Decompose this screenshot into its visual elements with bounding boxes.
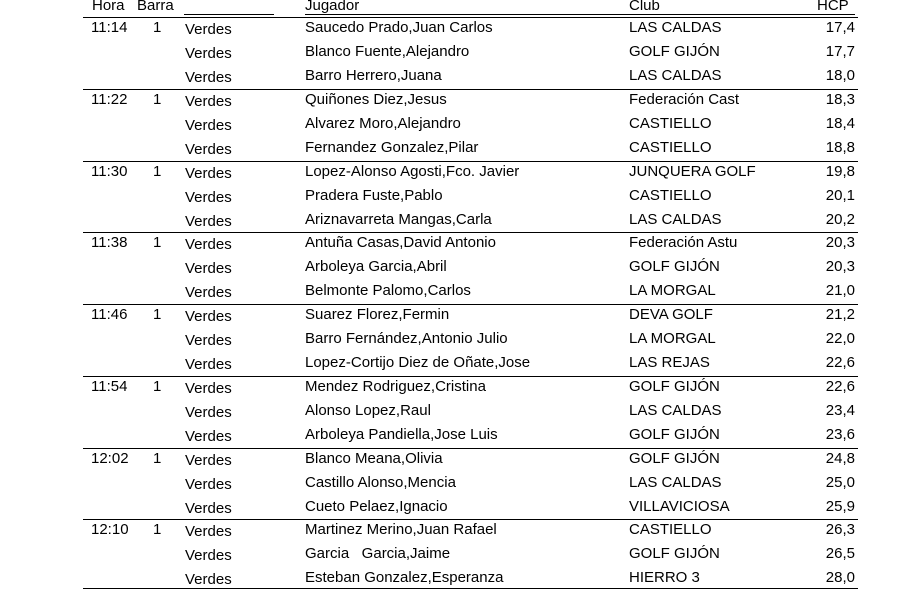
- tee-color: Verdes: [185, 451, 232, 469]
- tee-time-group: [83, 376, 858, 449]
- player-hcp: 20,3: [825, 234, 855, 252]
- tee-color: Verdes: [185, 236, 232, 254]
- tee-time: 11:46: [91, 306, 128, 323]
- tee-time: 11:54: [91, 377, 128, 395]
- player-club: LAS CALDAS: [629, 210, 722, 228]
- player-club: GOLF GIJÓN: [629, 449, 720, 467]
- table-row: [83, 186, 858, 210]
- tee-color: Verdes: [185, 571, 232, 589]
- tee-time: 12:02: [91, 449, 129, 467]
- tee-color: Verdes: [185, 188, 232, 206]
- barra-number: 1: [153, 521, 162, 539]
- barra-number: 1: [153, 377, 162, 395]
- player-name: Suarez Florez,Fermin: [305, 306, 450, 323]
- tee-color: Verdes: [185, 356, 232, 373]
- player-name: Barro Fernández,Antonio Julio: [305, 330, 508, 347]
- table-row: [83, 257, 858, 281]
- player-name: Arboleya Garcia,Abril: [305, 258, 447, 276]
- player-hcp: 18,0: [825, 67, 855, 84]
- tee-color: Verdes: [185, 21, 232, 38]
- player-hcp: 22,0: [825, 330, 855, 347]
- player-name: Quiñones Diez,Jesus: [305, 90, 447, 108]
- header-underline: [184, 14, 274, 15]
- player-hcp: 18,4: [825, 114, 855, 132]
- player-hcp: 19,8: [825, 162, 855, 180]
- player-name: Saucedo Prado,Juan Carlos: [305, 19, 493, 36]
- player-name: Antuña Casas,David Antonio: [305, 234, 496, 252]
- tee-color: Verdes: [185, 547, 232, 565]
- tee-color: Verdes: [185, 69, 232, 86]
- player-club: HIERRO 3: [629, 569, 700, 587]
- player-name: Pradera Fuste,Pablo: [305, 186, 443, 204]
- player-club: GOLF GIJÓN: [629, 43, 720, 60]
- player-hcp: 17,4: [825, 19, 855, 36]
- player-club: GOLF GIJÓN: [629, 377, 720, 395]
- player-hcp: 21,2: [825, 306, 855, 323]
- player-club: GOLF GIJÓN: [629, 425, 720, 443]
- tee-time: 12:10: [91, 521, 129, 539]
- player-hcp: 22,6: [825, 377, 855, 395]
- tee-color: Verdes: [185, 284, 232, 302]
- player-hcp: 22,6: [825, 354, 855, 371]
- player-hcp: 21,0: [825, 282, 855, 300]
- table-row: [83, 114, 858, 138]
- player-club: Federación Cast: [629, 90, 740, 108]
- table-row: [83, 497, 858, 521]
- table-row: [83, 377, 858, 401]
- tee-color: Verdes: [185, 140, 232, 158]
- table-row: [83, 305, 858, 329]
- table-row: [83, 544, 858, 568]
- player-name: Alonso Lopez,Raul: [305, 401, 431, 419]
- player-hcp: 25,0: [825, 473, 855, 491]
- barra-number: 1: [153, 449, 162, 467]
- table-row: [83, 401, 858, 425]
- table-row: [83, 18, 858, 42]
- player-club: JUNQUERA GOLF: [629, 162, 756, 180]
- player-name: Alvarez Moro,Alejandro: [305, 114, 461, 132]
- barra-number: 1: [153, 90, 162, 108]
- tee-time-group: [83, 161, 858, 234]
- tee-time-group: [83, 17, 858, 90]
- player-club: GOLF GIJÓN: [629, 258, 720, 276]
- player-name: Arboleya Pandiella,Jose Luis: [305, 425, 498, 443]
- player-club: LA MORGAL: [629, 330, 716, 347]
- player-name: Castillo Alonso,Mencia: [305, 473, 456, 491]
- player-hcp: 26,3: [825, 521, 855, 539]
- player-name: Mendez Rodriguez,Cristina: [305, 377, 486, 395]
- tee-color: Verdes: [185, 308, 232, 325]
- header-hora: Hora: [92, 0, 125, 14]
- player-hcp: 17,7: [825, 43, 855, 60]
- player-name: Blanco Meana,Olivia: [305, 449, 443, 467]
- header-club: Club: [629, 0, 660, 14]
- tee-time-group: [83, 232, 858, 305]
- player-club: LAS CALDAS: [629, 473, 722, 491]
- table-header: [0, 0, 906, 16]
- player-name: Martinez Merino,Juan Rafael: [305, 521, 497, 539]
- player-hcp: 23,4: [825, 401, 855, 419]
- player-hcp: 20,3: [825, 258, 855, 276]
- table-row: [83, 353, 858, 377]
- tee-color: Verdes: [185, 427, 232, 445]
- tee-time-group: [83, 448, 858, 521]
- player-name: Esteban Gonzalez,Esperanza: [305, 569, 504, 587]
- player-club: GOLF GIJÓN: [629, 545, 720, 563]
- barra-number: 1: [153, 234, 162, 252]
- tee-color: Verdes: [185, 212, 232, 230]
- tee-color: Verdes: [185, 403, 232, 421]
- tee-color: Verdes: [185, 260, 232, 278]
- player-club: CASTIELLO: [629, 186, 712, 204]
- player-hcp: 20,1: [825, 186, 855, 204]
- player-hcp: 24,8: [825, 449, 855, 467]
- player-club: CASTIELLO: [629, 114, 712, 132]
- barra-number: 1: [153, 306, 162, 323]
- table-row: [83, 138, 858, 162]
- player-club: LAS CALDAS: [629, 19, 722, 36]
- player-hcp: 20,2: [825, 210, 855, 228]
- player-name: Lopez-Alonso Agosti,Fco. Javier: [305, 162, 520, 180]
- tee-color: Verdes: [185, 475, 232, 493]
- tee-time: 11:14: [91, 19, 128, 36]
- player-club: CASTIELLO: [629, 521, 712, 539]
- table-row: [83, 329, 858, 353]
- player-hcp: 26,5: [825, 545, 855, 563]
- tee-time-group: [83, 89, 858, 162]
- tee-color: Verdes: [185, 499, 232, 517]
- player-name: Cueto Pelaez,Ignacio: [305, 497, 448, 515]
- table-row: [83, 42, 858, 66]
- player-hcp: 18,8: [825, 138, 855, 156]
- table-row: [83, 449, 858, 473]
- tee-color: Verdes: [185, 92, 232, 110]
- player-hcp: 25,9: [825, 497, 855, 515]
- player-club: CASTIELLO: [629, 138, 712, 156]
- tee-color: Verdes: [185, 45, 232, 62]
- player-club: DEVA GOLF: [629, 306, 713, 323]
- player-hcp: 28,0: [825, 569, 855, 587]
- barra-number: 1: [153, 162, 162, 180]
- player-hcp: 18,3: [825, 90, 855, 108]
- tee-color: Verdes: [185, 116, 232, 134]
- player-name: Barro Herrero,Juana: [305, 67, 442, 84]
- player-club: Federación Astu: [629, 234, 738, 252]
- player-name: Belmonte Palomo,Carlos: [305, 282, 471, 300]
- player-name: Garcia Garcia,Jaime: [305, 545, 451, 563]
- header-underline: [305, 14, 855, 15]
- player-name: Ariznavarreta Mangas,Carla: [305, 210, 492, 228]
- player-club: LAS REJAS: [629, 354, 710, 371]
- player-club: LAS CALDAS: [629, 67, 722, 84]
- table-row: [83, 90, 858, 114]
- tee-time: 11:30: [91, 162, 128, 180]
- table-row: [83, 233, 858, 257]
- table-bottom-rule: [83, 588, 858, 589]
- table-row: [83, 66, 858, 90]
- player-club: LAS CALDAS: [629, 401, 722, 419]
- player-club: VILLAVICIOSA: [629, 497, 730, 515]
- tee-color: Verdes: [185, 379, 232, 397]
- barra-number: 1: [153, 19, 162, 36]
- tee-color: Verdes: [185, 523, 232, 541]
- player-name: Fernandez Gonzalez,Pilar: [305, 138, 479, 156]
- table-row: [83, 210, 858, 234]
- header-barra: Barra: [137, 0, 174, 14]
- table-row: [83, 162, 858, 186]
- tee-color: Verdes: [185, 164, 232, 182]
- tee-time-group: [83, 519, 858, 592]
- table-row: [83, 473, 858, 497]
- tee-time: 11:38: [91, 234, 128, 252]
- tee-color: Verdes: [185, 332, 232, 349]
- header-hcp: HCP: [817, 0, 849, 14]
- player-club: LA MORGAL: [629, 282, 716, 300]
- table-row: [83, 425, 858, 449]
- player-name: Blanco Fuente,Alejandro: [305, 43, 470, 60]
- player-hcp: 23,6: [825, 425, 855, 443]
- tee-time: 11:22: [91, 90, 128, 108]
- player-name: Lopez-Cortijo Diez de Oñate,Jose: [305, 354, 531, 371]
- tee-time-group: [83, 304, 858, 377]
- table-row: [83, 520, 858, 544]
- table-row: [83, 281, 858, 305]
- header-jugador: Jugador: [305, 0, 360, 14]
